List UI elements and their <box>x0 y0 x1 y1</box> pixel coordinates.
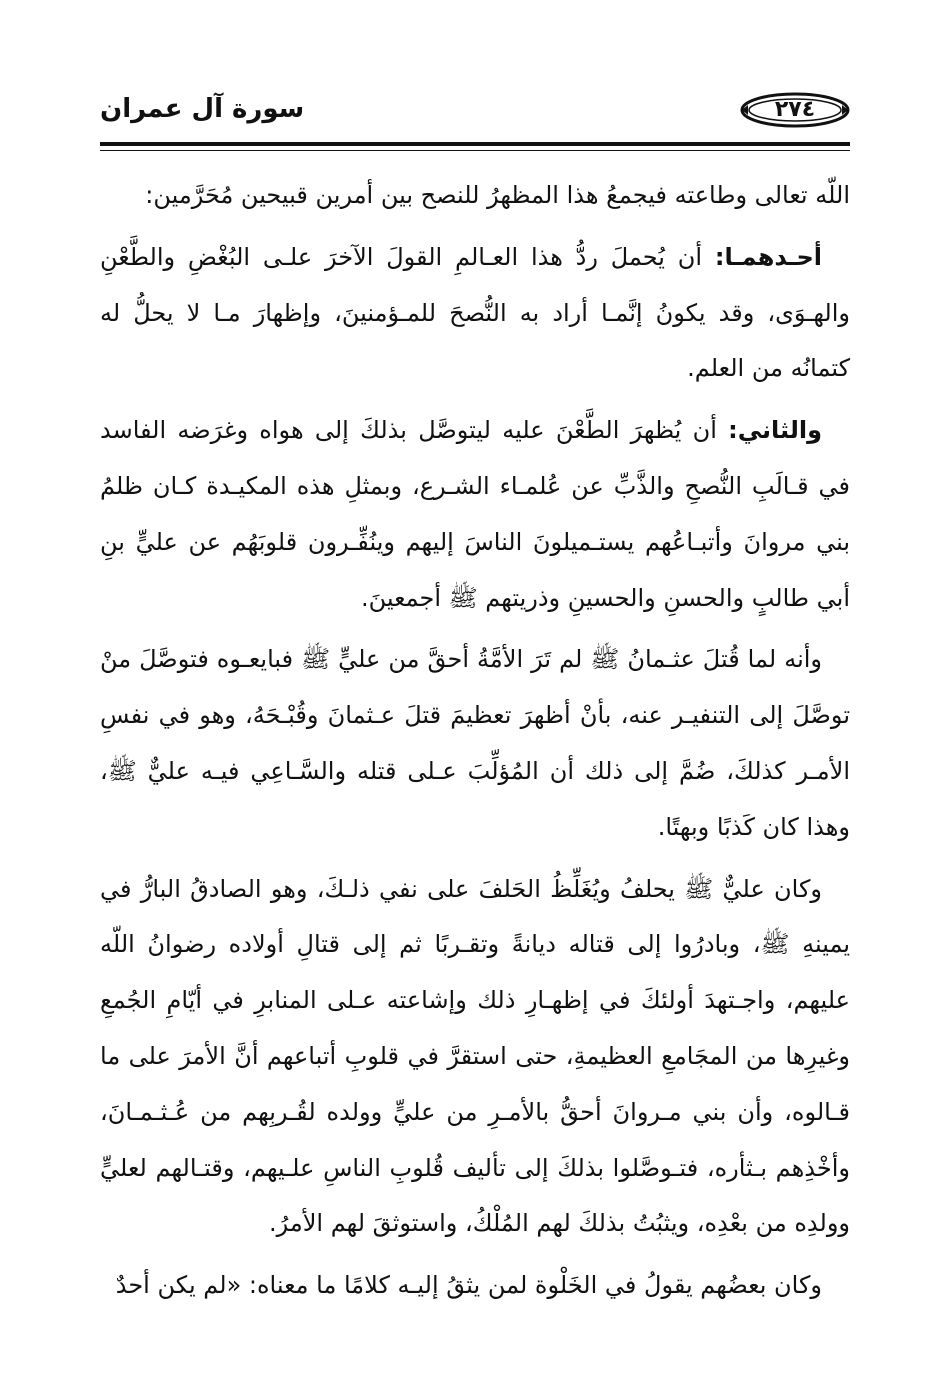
paragraph-text: وكان عليٌّ ﷺ يحلفُ ويُغَلِّظُ الحَلفَ على نفي ذلـكَ، وهو الصادقُ البارُّ في يمينهِ ﷺ، وبادرُوا إلى قتاله ديانةً وتقـربًا ثم إلى قتالِ أولاده رضوانُ اللّه عليهم، واجـتهدَ أولئكَ في إظهـارِ ذلك وإشاعته عـلى المنابرِ في أيّامِ الجُمعِ وغيرِها من المجَامعِ العظيمةِ، حتى استقرَّ في قلوبِ أتباعهم أنَّ الأمرَ على ما قـالوه، وأن بني مـروانَ أحقُّ بالأمـرِ من عليٍّ وولده لقُـربِهم من عُـثـمـانَ، وأخْذِهم بـثأره، فتـوصَّلوا بذلكَ إلى تأليف قُلوبِ الناسِ علـيهم، وقتـالهم لعليٍّ وولدِه من بعْدِه، ويثبُتُ بذلكَ لهم المُلْكُ، واستوثقَ لهم الأمرُ. <box>100 874 850 1238</box>
paragraph-text: وكان بعضُهم يقولُ في الخَلْوة لمن يثقُ إليـه كلامًا ما معناه: «لم يكن أحدٌ <box>115 1271 822 1300</box>
paragraph-text: اللّه تعالى وطاعته فيجمعُ هذا المظهرُ للنصح بين أمرين قبيحين مُحَرَّمين: <box>145 181 850 209</box>
paragraph-text: أن يُظهرَ الطَّعْنَ عليه ليتوصَّل بذلكَ إلى هواه وغرَضه الفاسد في قـالَبِ النُّصحِ والذَّبِّ عن عُلمـاء الشـرع، وبمثلِ هذه المكيـدة كـان ظلمُ بني مروانَ وأتبـاعُهم يستـميلونَ الناسَ إليهم وينُفِّـرون قلوبَهُم عن عليٍّ بنِ أبي طالبٍ والحسنِ والحسينِ وذريتهم ﷺ أجمعينَ. <box>100 416 850 612</box>
page-body <box>100 168 850 1320</box>
paragraph-lead: أحـدهمـا: <box>714 242 822 271</box>
page-number-badge <box>740 92 850 128</box>
paragraph-text: أن يُحملَ ردُّ هذا العـالمِ القولَ الآخرَ علـى البُغْضِ والطَّعْنِ والهـوَى، وقد يكونُ إنَّمـا أراد به النُّصحَ للمـؤمنينَ، وإظهارَ مـا لا يحلُّ له كتمانُه من العلم. <box>100 242 850 383</box>
paragraph-text: وأنه لما قُتلَ عثـمانُ ﷺ لم تَرَ الأمَّةُ أحقَّ من عليٍّ ﷺ فبايعـوه فتوصَّلَ منْ توصَّلَ إلى التنفيـر عنه، بأنْ أظهرَ تعظيمَ قتلَ عـثمانَ وقُبْـحَهُ، وهو في نفسِ الأمـر كذلكَ، ضُمَّ إلى ذلك أن المُؤلِّبَ عـلى قتله والسَّـاعِي فيـه عليٌّ ﷺ، وهذا كان كَذبًا وبهتًا. <box>100 645 850 841</box>
header-rule-thin <box>100 150 850 151</box>
surah-title: سورة آل عمران <box>100 94 305 124</box>
paragraph <box>100 403 850 626</box>
paragraph <box>100 230 850 397</box>
page-number: ٢٧٤ <box>774 97 816 122</box>
header-rule-thick <box>100 142 850 146</box>
page-header <box>100 88 850 138</box>
paragraph-lead: والثاني: <box>728 416 822 445</box>
paragraph <box>100 632 850 855</box>
paragraph <box>100 1258 850 1314</box>
paragraph <box>100 168 850 224</box>
paragraph <box>100 862 850 1253</box>
